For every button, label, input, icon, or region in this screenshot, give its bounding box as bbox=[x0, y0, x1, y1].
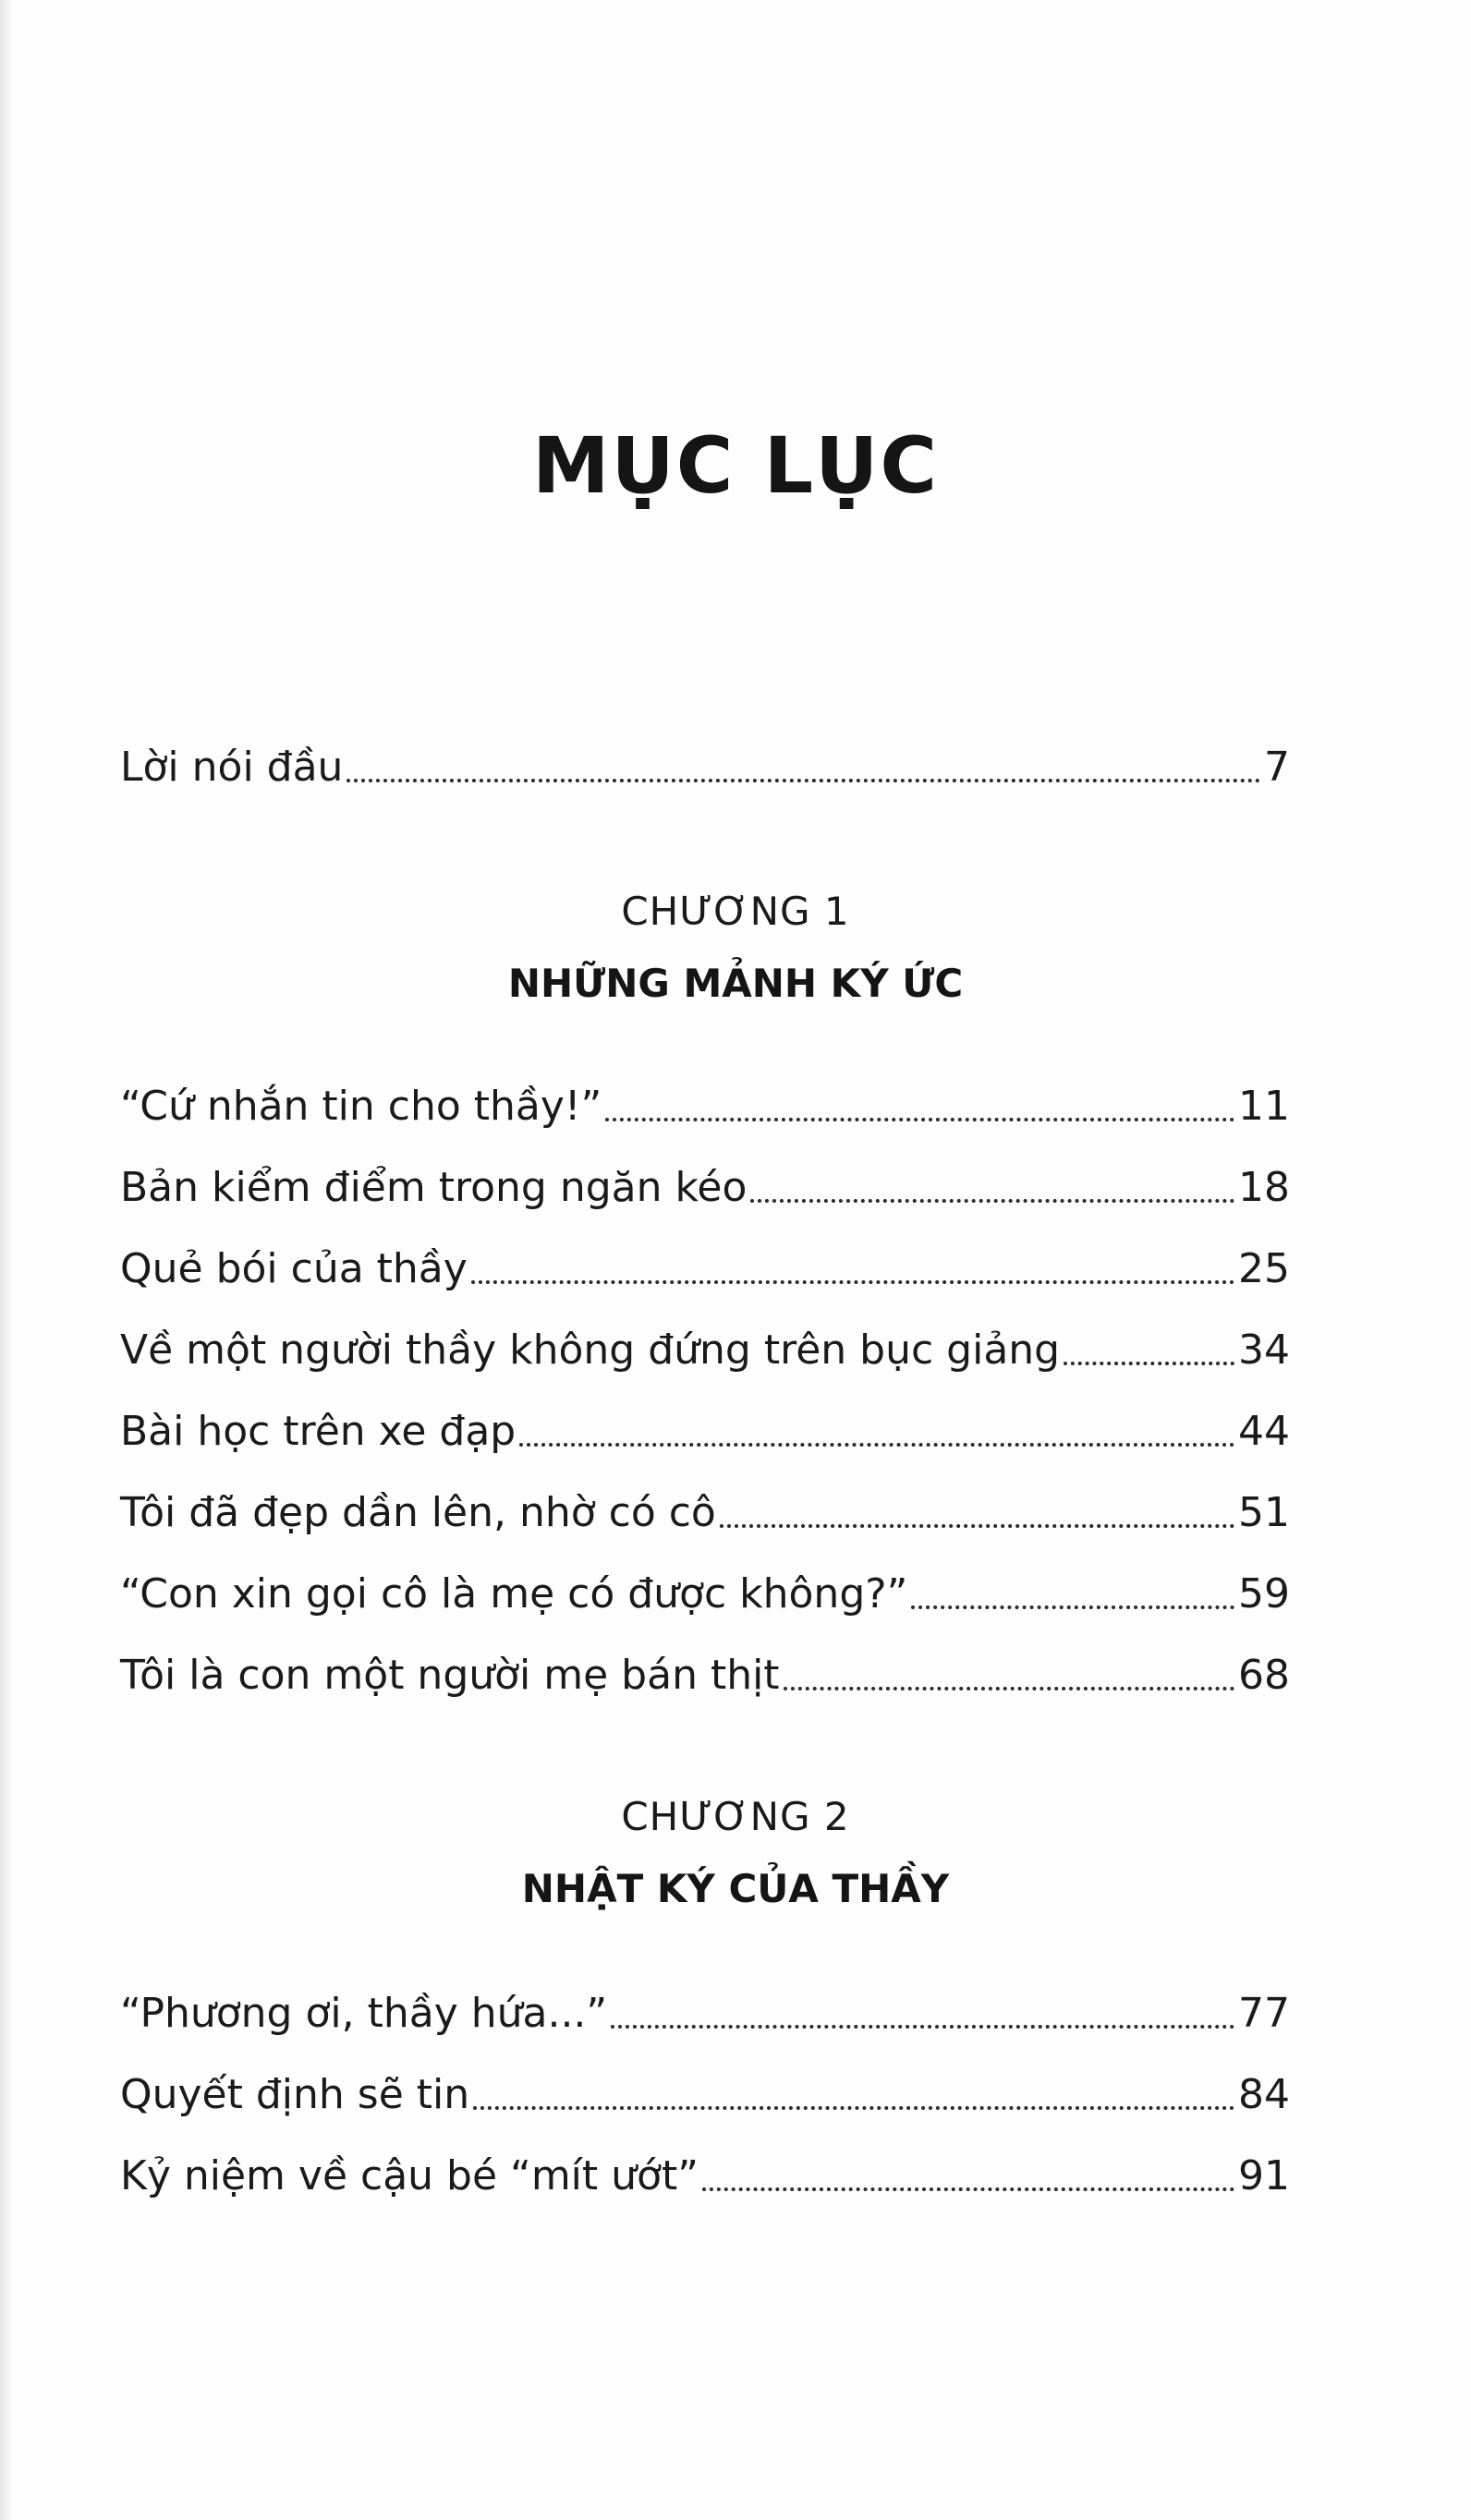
toc-entry-page: 68 bbox=[1238, 1652, 1290, 1699]
toc-entry[interactable] bbox=[120, 2143, 1290, 2202]
dot-leader bbox=[911, 1605, 1234, 1609]
dot-leader bbox=[750, 1199, 1234, 1203]
toc-entry-page: 77 bbox=[1238, 1990, 1290, 2037]
toc-entry[interactable] bbox=[120, 2062, 1290, 2121]
toc-entry-label: Kỷ niệm về cậu bé “mít ướt” bbox=[120, 2152, 699, 2199]
toc-entry-page: 34 bbox=[1238, 1327, 1290, 1374]
toc-entry[interactable] bbox=[120, 1561, 1290, 1620]
toc-entry-page: 59 bbox=[1238, 1570, 1290, 1617]
toc-entry-preface[interactable] bbox=[120, 734, 1290, 794]
dot-leader bbox=[605, 1118, 1234, 1121]
toc-entry[interactable] bbox=[120, 1073, 1290, 1133]
dot-leader bbox=[784, 1687, 1234, 1690]
dot-leader bbox=[473, 2106, 1234, 2110]
toc-entry-label: Bài học trên xe đạp bbox=[120, 1408, 517, 1455]
dot-leader bbox=[702, 2187, 1234, 2191]
toc-entry[interactable] bbox=[120, 1155, 1290, 1214]
dot-leader bbox=[611, 2025, 1234, 2029]
toc-entry-page: 51 bbox=[1238, 1489, 1290, 1536]
toc-entry-label: Lời nói đầu bbox=[120, 744, 344, 791]
toc-entry[interactable] bbox=[120, 1317, 1290, 1376]
toc-entry[interactable] bbox=[120, 1981, 1290, 2040]
toc-entry-label: Tôi đã đẹp dần lên, nhờ có cô bbox=[120, 1489, 716, 1536]
toc-entry-label: Quyết định sẽ tin bbox=[120, 2071, 470, 2118]
page-title: MỤC LỤC bbox=[531, 420, 940, 511]
chapter-2-title: NHẬT KÝ CỦA THẦY bbox=[521, 1866, 950, 1911]
toc-entry-page: 44 bbox=[1238, 1408, 1290, 1455]
toc-entry-page: 7 bbox=[1264, 744, 1290, 791]
toc-entry-label: Bản kiểm điểm trong ngăn kéo bbox=[120, 1164, 748, 1211]
dot-leader bbox=[519, 1443, 1234, 1447]
toc-entry-label: “Con xin gọi cô là mẹ có được không?” bbox=[120, 1570, 908, 1617]
chapter-1-label: CHƯƠNG 1 bbox=[621, 889, 850, 934]
dot-leader bbox=[720, 1524, 1234, 1528]
toc-entry-page: 11 bbox=[1238, 1083, 1290, 1130]
dot-leader bbox=[346, 779, 1260, 782]
toc-entry-label: “Phương ơi, thầy hứa...” bbox=[120, 1990, 608, 2037]
chapter-2-label: CHƯƠNG 2 bbox=[621, 1794, 850, 1839]
toc-entry-label: Quẻ bói của thầy bbox=[120, 1245, 468, 1292]
toc-entry[interactable] bbox=[120, 1236, 1290, 1295]
chapter-1-title: NHỮNG MẢNH KÝ ỨC bbox=[507, 961, 964, 1006]
toc-entry[interactable] bbox=[120, 1480, 1290, 1539]
toc-entry[interactable] bbox=[120, 1399, 1290, 1458]
toc-entry-page: 91 bbox=[1238, 2152, 1290, 2199]
page-edge-shadow bbox=[0, 0, 13, 2520]
toc-entry-label: “Cứ nhắn tin cho thầy!” bbox=[120, 1083, 602, 1130]
toc-entry-page: 25 bbox=[1238, 1245, 1290, 1292]
dot-leader bbox=[471, 1280, 1234, 1284]
toc-entry-page: 84 bbox=[1238, 2071, 1290, 2118]
dot-leader bbox=[1064, 1362, 1234, 1365]
toc-entry-label: Về một người thầy không đứng trên bục giảng bbox=[120, 1327, 1061, 1374]
toc-entry-page: 18 bbox=[1238, 1164, 1290, 1211]
toc-entry-label: Tôi là con một người mẹ bán thịt bbox=[120, 1652, 780, 1699]
toc-entry[interactable] bbox=[120, 1642, 1290, 1702]
